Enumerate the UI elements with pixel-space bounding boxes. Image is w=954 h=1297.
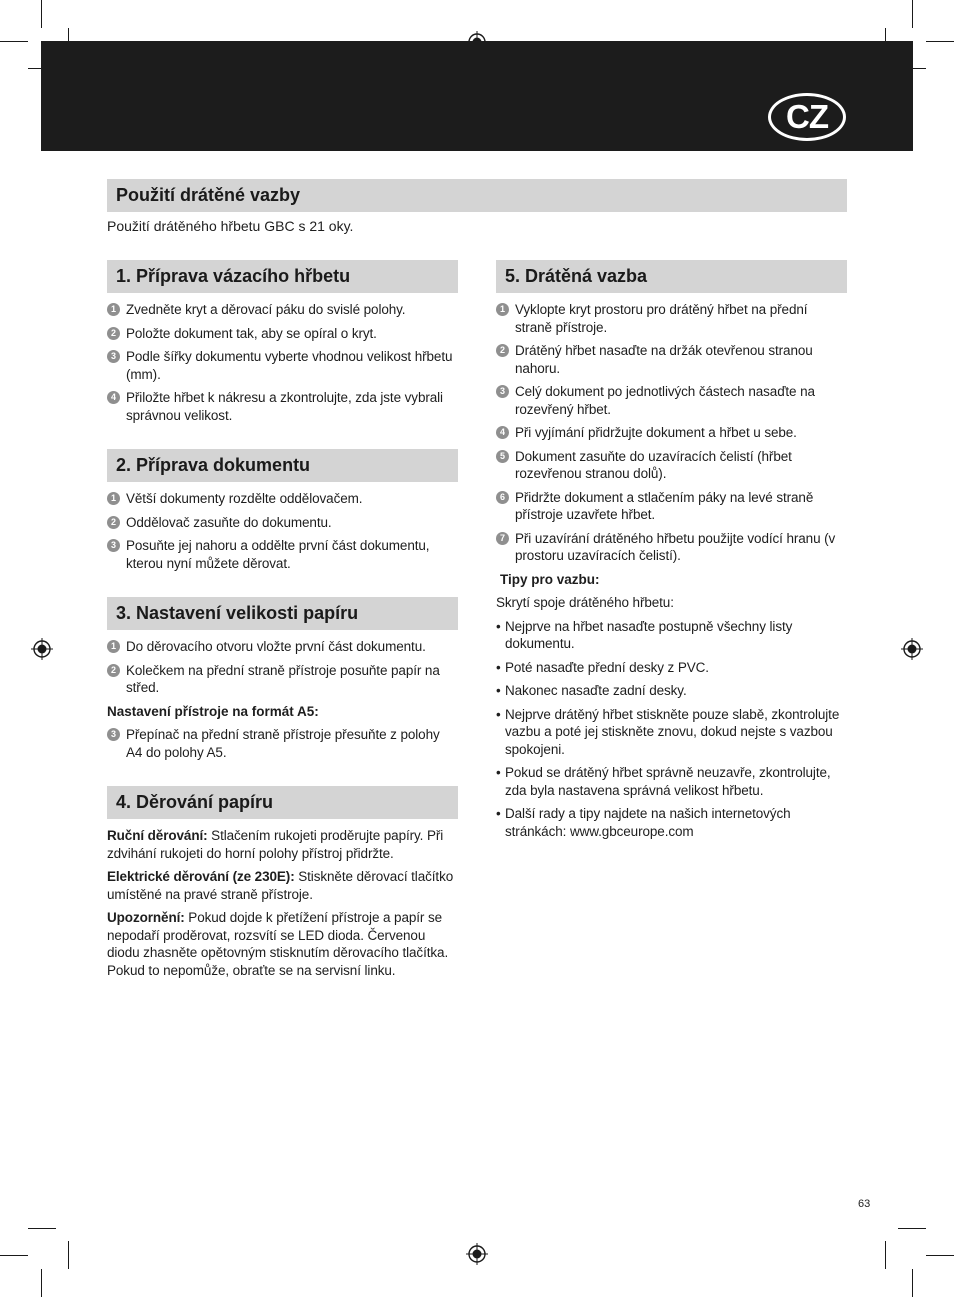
crop-mark-icon <box>0 41 28 42</box>
step-number-icon: 7 <box>496 532 509 545</box>
step-number-icon: 3 <box>107 728 120 741</box>
step-item: 2 Drátěný hřbet nasaďte na držák otevřenou stranou nahoru. <box>496 342 847 377</box>
step-number-icon: 5 <box>496 450 509 463</box>
step-number-icon: 1 <box>496 303 509 316</box>
step-item: 3 Posuňte jej nahoru a oddělte první část dokumentu, kterou nyní můžete děrovat. <box>107 537 458 572</box>
step-number-icon: 1 <box>107 640 120 653</box>
step-number-icon: 3 <box>107 350 120 363</box>
bullet-icon: • <box>496 706 501 722</box>
page-number: 63 <box>858 1198 871 1210</box>
step-item: 1 Zvedněte kryt a děrovací páku do svislé polohy. <box>107 301 458 319</box>
step-number-icon: 1 <box>107 492 120 505</box>
step-item: 5 Dokument zasuňte do uzavíracích čelistí (hřbet rozevřenou stranou dolů). <box>496 448 847 483</box>
intro-text: Použití drátěného hřbetu GBC s 21 oky. <box>107 218 354 234</box>
tips-intro: Skrytí spoje drátěného hřbetu: <box>496 595 674 610</box>
list-item: • Nejprve drátěný hřbet stiskněte pouze slabě, zkontrolujte vazbu a poté jej stiskněte znovu, dokud nejste s vazbou spokojeni. <box>496 706 840 757</box>
step-item: 1 Větší dokumenty rozdělte oddělovačem. <box>107 490 458 508</box>
website-link[interactable]: www.gbceurope.com <box>569 823 694 839</box>
step-item: 2 Položte dokument tak, aby se opíral o kryt. <box>107 325 458 343</box>
list-item: • Pokud se drátěný hřbet správně neuzavře, zkontrolujte, zda byla nastavena správná velikost hřbetu. <box>496 765 831 798</box>
step-number-icon: 4 <box>107 391 120 404</box>
crop-mark-icon <box>912 0 913 28</box>
step-number-icon: 2 <box>107 327 120 340</box>
step-number-icon: 4 <box>496 426 509 439</box>
crop-mark-icon <box>926 1255 954 1256</box>
crop-mark-icon <box>28 1228 56 1229</box>
bullet-icon: • <box>496 765 501 780</box>
main-heading: Použití drátěné vazby <box>107 179 847 212</box>
crop-mark-icon <box>898 1228 926 1229</box>
step-item: 1 Do děrovacího otvoru vložte první část dokumentu. <box>107 638 458 656</box>
list-item: • Nejprve na hřbet nasaďte postupně všechny listy dokumentu. <box>496 618 793 651</box>
list-item: • Poté nasaďte přední desky z PVC. <box>496 659 709 675</box>
step-item: 4 Při vyjímání přidržujte dokument a hřbet u sebe. <box>496 424 847 442</box>
step-item: 1 Vyklopte kryt prostoru pro drátěný hřbet na přední straně přístroje. <box>496 301 847 336</box>
tips-heading: Tipy pro vazbu: <box>500 571 600 587</box>
manual-punching-paragraph: Ruční děrování: Stlačením rukojeti proděrujte papíry. Při zdvihání rukojeti do horní polohy přístroj přidržte. <box>107 828 444 861</box>
registration-mark-icon <box>31 638 53 660</box>
crop-mark-icon <box>41 1269 42 1297</box>
a5-setting-label: Nastavení přístroje na formát A5: <box>107 703 319 719</box>
crop-mark-icon <box>885 1241 886 1269</box>
crop-mark-icon <box>926 41 954 42</box>
step-item: 3 Podle šířky dokumentu vyberte vhodnou velikost hřbetu (mm). <box>107 348 458 383</box>
section-heading-document-prep: 2. Příprava dokumentu <box>107 449 458 482</box>
crop-mark-icon <box>41 0 42 28</box>
step-number-icon: 2 <box>107 664 120 677</box>
step-number-icon: 3 <box>496 385 509 398</box>
section-heading-wire-binding: 5. Drátěná vazba <box>496 260 847 293</box>
step-item: 7 Při uzavírání drátěného hřbetu použijte vodící hranu (v prostoru uzavíracích čelistí). <box>496 530 847 565</box>
step-item: 3 Přepínač na přední straně přístroje přesuňte z polohy A4 do polohy A5. <box>107 726 458 761</box>
list-item: • Nakonec nasaďte zadní desky. <box>496 683 687 698</box>
crop-mark-icon <box>68 1241 69 1269</box>
step-number-icon: 2 <box>107 516 120 529</box>
section-heading-paper-size: 3. Nastavení velikosti papíru <box>107 597 458 630</box>
electric-punching-paragraph: Elektrické děrování (ze 230E): Stiskněte děrovací tlačítko umístěné na pravé straně přístroje. <box>107 869 454 902</box>
bullet-icon: • <box>496 618 501 634</box>
warning-paragraph: Upozornění: Pokud dojde k přetížení přístroje a papír se nepodaří proděrovat, rozsvítí se LED dioda. Červenou diodu zhasněte opětovným stisknutím děrovacího tlačítka. Pokud to nepomůže, obraťte se na servisní linku. <box>107 910 449 978</box>
step-number-icon: 2 <box>496 344 509 357</box>
left-column <box>107 260 458 979</box>
step-item: 2 Kolečkem na přední straně přístroje posuňte papír na střed. <box>107 662 458 697</box>
step-number-icon: 1 <box>107 303 120 316</box>
step-item: 3 Celý dokument po jednotlivých částech nasaďte na rozevřený hřbet. <box>496 383 847 418</box>
step-number-icon: 3 <box>107 539 120 552</box>
step-item: 4 Přiložte hřbet k nákresu a zkontrolujte, zda jste vybrali správnou velikost. <box>107 389 458 424</box>
crop-mark-icon <box>912 1269 913 1297</box>
step-item: 6 Přidržte dokument a stlačením páky na levé straně přístroje uzavřete hřbet. <box>496 489 847 524</box>
registration-mark-icon <box>901 638 923 660</box>
step-item: 2 Oddělovač zasuňte do dokumentu. <box>107 514 458 532</box>
bullet-icon: • <box>496 806 501 821</box>
right-column <box>496 260 847 840</box>
section-heading-binding-prep: 1. Příprava vázacího hřbetu <box>107 260 458 293</box>
section-heading-punching: 4. Děrování papíru <box>107 786 458 819</box>
registration-mark-icon <box>466 1243 488 1265</box>
crop-mark-icon <box>0 1255 28 1256</box>
list-item: • Další rady a tipy najdete na našich internetových stránkách: www.gbceurope.com <box>496 806 791 839</box>
bullet-icon: • <box>496 659 501 675</box>
bullet-icon: • <box>496 683 501 698</box>
step-number-icon: 6 <box>496 491 509 504</box>
language-badge: CZ <box>768 93 846 141</box>
